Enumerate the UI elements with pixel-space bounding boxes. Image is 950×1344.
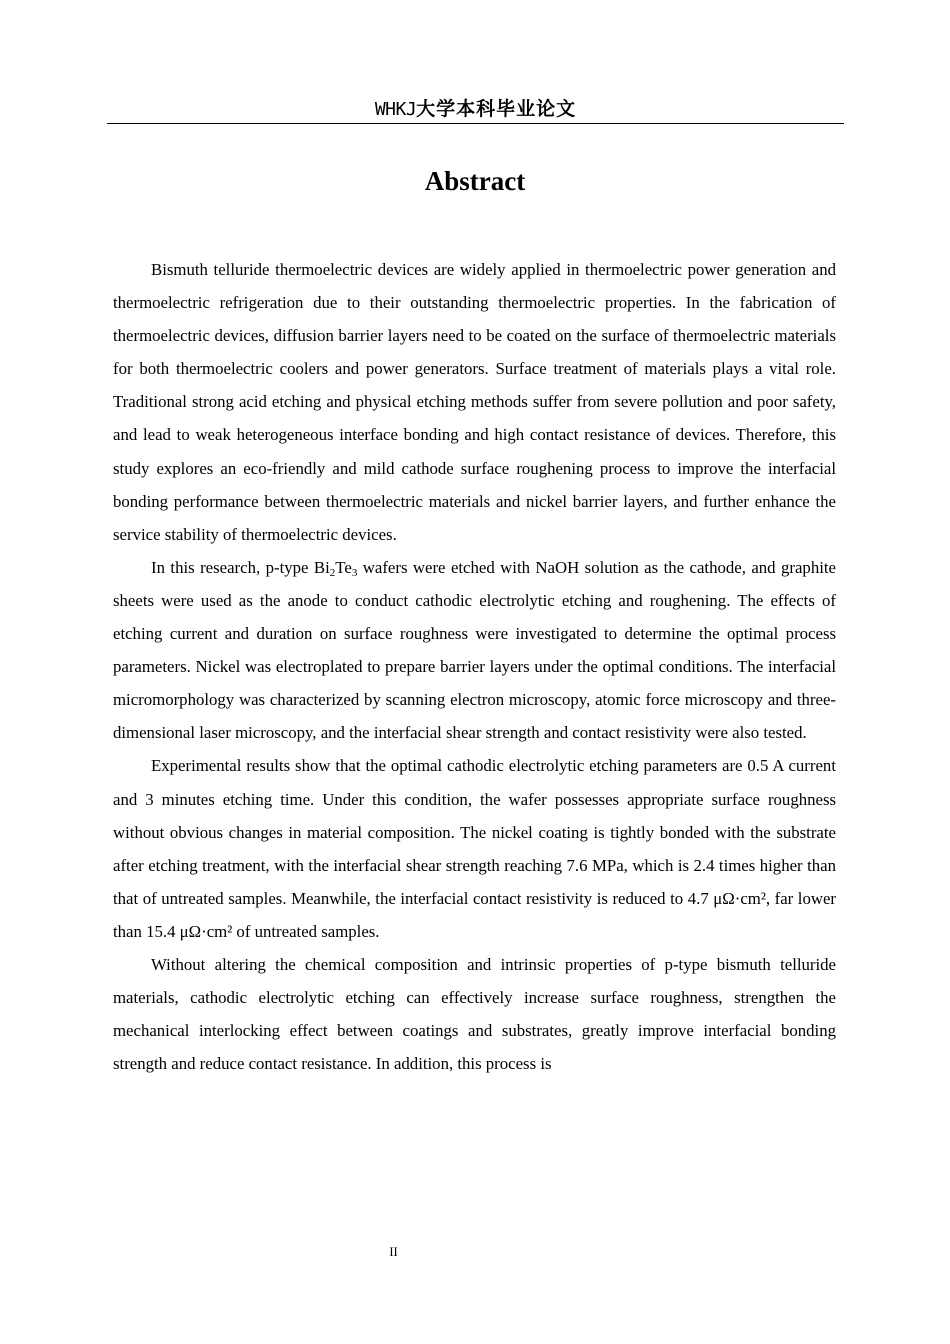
page-number: II bbox=[389, 1245, 398, 1259]
paragraph-2 bbox=[113, 551, 836, 750]
formula-element-bi: Bi bbox=[313, 557, 330, 577]
paragraph-3: Experimental results show that the optimal cathodic electrolytic etching parameters are 0.5 A current and 3 minutes etching time. Under this condition, the wafer possesses appropriate surface roughness without obvious changes in material composition. The nickel coating is tightly bonded with the substrate after etching treatment, with the interfacial shear strength reaching 7.6 MPa, which is 2.4 times higher than that of untreated samples. Meanwhile, the interfacial contact resistivity is reduced to 4.7 μΩ·cm², far lower than 15.4 μΩ·cm² of untreated samples. bbox=[113, 756, 836, 941]
running-header bbox=[107, 95, 844, 124]
header-thesis-label: 大学本科毕业论文 bbox=[416, 98, 577, 120]
paragraph-2-rest: wafers were etched with NaOH solution as the cathode, and graphite sheets were used as the anode to conduct cathodic electrolytic etching and roughening. The effects of etching current and duration on surface roughness were investigated to determine the optimal process parameters. Nickel was electroplated to prepare barrier layers under the optimal conditions. The interfacial micromorphology was characterized by scanning electron microscopy, atomic force microscopy and three-dimensional laser microscopy, and the interfacial shear strength and contact resistivity were also tested. bbox=[113, 557, 836, 743]
paragraph-2-lead: In this research, p-type bbox=[151, 557, 314, 577]
paragraph-4: Without altering the chemical composition and intrinsic properties of p-type bismuth telluride materials, cathodic electrolytic etching can effectively increase surface roughness, strengthen the mechanical interlocking effect between coatings and substrates, greatly improve interfacial bonding strength and reduce contact resistance. In addition, this process is bbox=[113, 954, 836, 1074]
header-university-code: WHKJ bbox=[374, 99, 417, 120]
formula-subscript-3: 3 bbox=[351, 566, 358, 579]
chemical-formula bbox=[314, 558, 357, 577]
page-title: Abstract bbox=[424, 166, 526, 196]
formula-element-te: Te bbox=[335, 557, 352, 577]
paragraph-1: Bismuth telluride thermoelectric devices are widely applied in thermoelectric power generation and thermoelectric refrigeration due to their outstanding thermoelectric properties. In the fabrication of thermoelectric devices, diffusion barrier layers need to be coated on the surface of thermoelectric materials for both thermoelectric coolers and power generators. Surface treatment of materials plays a vital role. Traditional strong acid etching and physical etching methods suffer from severe pollution and poor safety, and lead to weak heterogeneous interface bonding and high contact resistance of devices. Therefore, this study explores an eco-friendly and mild cathode surface roughening process to improve the interfacial bonding performance between thermoelectric materials and nickel barrier layers, and further enhance the service stability of thermoelectric devices. bbox=[113, 260, 836, 544]
abstract-body bbox=[113, 253, 836, 1080]
formula-subscript-2: 2 bbox=[329, 566, 336, 579]
